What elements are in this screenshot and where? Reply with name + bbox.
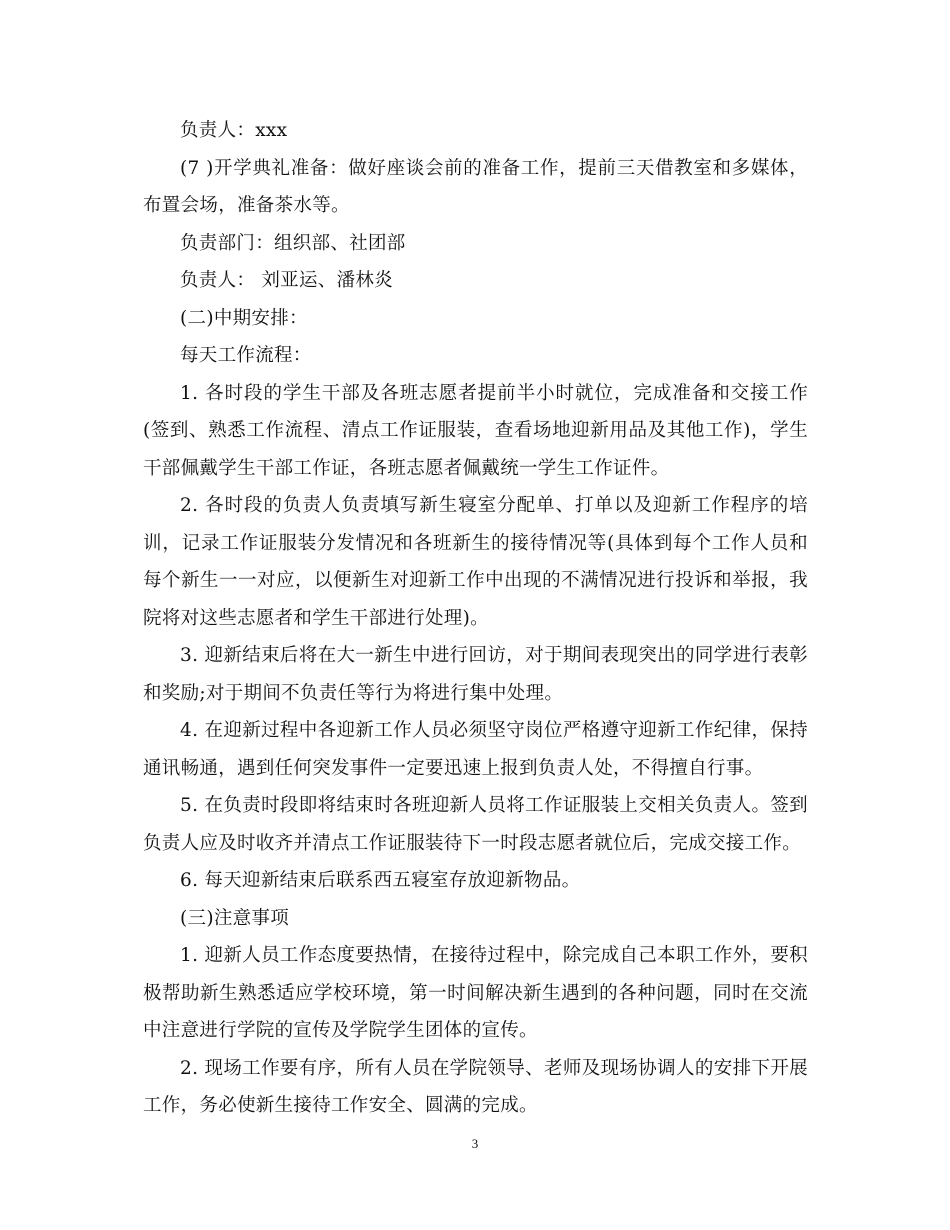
list-item-2: 2. 各时段的负责人负责填写新生寝室分配单、打单以及迎新工作程序的培训，记录工作证服装分发情况和各班新生的接待情况等(具体到每个工作人员和每个新生一一对应，以便新生对迎新工作中出现的不满情况进行投诉和举报，我院将对这些志愿者和学生干部进行处理)。 bbox=[143, 495, 808, 629]
list-item-4: 4. 在迎新过程中各迎新工作人员必须坚守岗位严格遵守迎新工作纪律，保持通讯畅通，遇到任何突发事件一定要迅速上报到负责人处，不得擅自行事。 bbox=[143, 720, 808, 779]
note-item-2: 2. 现场工作要有序，所有人员在学院领导、老师及现场协调人的安排下开展工作，务必使新生接待工作安全、圆满的完成。 bbox=[143, 1057, 808, 1116]
paragraph-responsible-departments: 负责部门：组织部、社团部 bbox=[180, 232, 406, 254]
list-item-1: 1. 各时段的学生干部及各班志愿者提前半小时就位，完成准备和交接工作(签到、熟悉工作流程、清点工作证服装，查看场地迎新用品及其他工作)，学生干部佩戴学生干部工作证，各班志愿者佩戴统一学生工作证件。 bbox=[143, 382, 808, 479]
list-item-3: 3. 迎新结束后将在大一新生中进行回访，对于期间表现突出的同学进行表彰和奖励;对于期间不负责任等行为将进行集中处理。 bbox=[143, 645, 808, 704]
list-item-6: 6. 每天迎新结束后联系西五寝室存放迎新物品。 bbox=[180, 870, 581, 891]
note-item-1: 1. 迎新人员工作态度要热情，在接待过程中，除完成自己本职工作外，要积极帮助新生熟悉适应学校环境，第一时间解决新生遇到的各种问题，同时在交流中注意进行学院的宣传及学院学生团体的宣传。 bbox=[143, 945, 808, 1041]
section-heading-notes: (三)注意事项 bbox=[180, 907, 290, 929]
paragraph-responsible-people: 负责人： 刘亚运、潘林炎 bbox=[180, 270, 393, 291]
paragraph-responsible-person: 负责人：xxx bbox=[180, 120, 288, 141]
subheading-daily-workflow: 每天工作流程： bbox=[180, 345, 312, 366]
document-body bbox=[143, 112, 808, 1125]
paragraph-opening-ceremony: (7 )开学典礼准备：做好座谈会前的准备工作，提前三天借教室和多媒体，布置会场，准备茶水等。 bbox=[143, 157, 808, 216]
page-number: 3 bbox=[471, 1136, 479, 1151]
list-item-5: 5. 在负责时段即将结束时各班迎新人员将工作证服装上交相关负责人。签到负责人应及时收齐并清点工作证服装待下一时段志愿者就位后，完成交接工作。 bbox=[143, 795, 808, 854]
section-heading-mid-term: (二)中期安排： bbox=[180, 307, 308, 329]
